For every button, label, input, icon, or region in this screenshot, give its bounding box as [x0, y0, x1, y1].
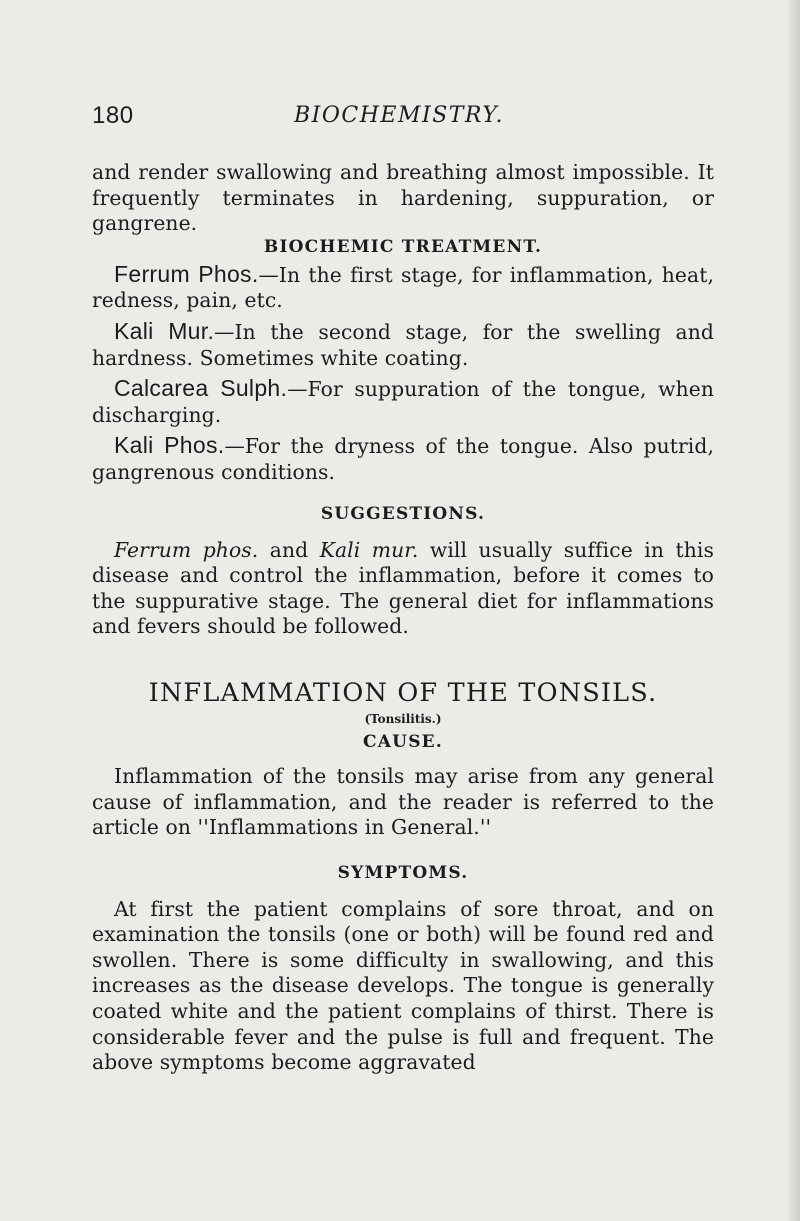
- remedy-text: —For suppuration of the tongue, when discharging.: [92, 377, 715, 427]
- section-subtitle: (Tonsilitis.): [364, 711, 442, 726]
- remedy-name: Kali Phos.: [114, 432, 225, 459]
- page-header: [92, 102, 712, 138]
- page-number: 180: [92, 102, 134, 129]
- symptoms-heading: SYMPTOMS.: [337, 862, 469, 883]
- remedy-text: —For the dryness of the tongue. Also putrid, gangrenous conditions.: [92, 434, 714, 484]
- page-content: [92, 160, 714, 1076]
- page-edge-shadow: [786, 0, 800, 1221]
- remedy-text: —In the first stage, for inflammation, heat, redness, pain, etc.: [92, 262, 714, 313]
- remedy-name: Calcarea Sulph.: [114, 375, 288, 402]
- remedy-ref: Kali mur.: [319, 537, 419, 562]
- cause-paragraph: Inflammation of the tonsils may arise from any general cause of inflammation, and the reader is referred to the article on ''Inflammations in General.'': [92, 763, 714, 840]
- remedy-paragraph-calcarea: [92, 376, 714, 428]
- remedy-text: —In the second stage, for the swelling and hardness. Sometimes white coating.: [92, 319, 714, 370]
- remedy-name: Kali Mur.: [114, 317, 215, 344]
- cause-heading: CAUSE.: [363, 731, 443, 752]
- intro-paragraph: and render swallowing and breathing almost impossible. It frequently terminates in hardening, suppuration, or gangrene.: [92, 160, 714, 236]
- remedy-name: Ferrum Phos.: [114, 260, 259, 287]
- remedy-ref: Ferrum phos.: [114, 537, 259, 562]
- remedy-paragraph-kali-mur: [92, 319, 714, 371]
- suggestions-paragraph: [92, 538, 714, 640]
- section-title: INFLAMMATION OF THE TONSILS.: [148, 677, 658, 708]
- remedy-paragraph-ferrum: [92, 262, 714, 314]
- remedy-paragraph-kali-phos: [92, 433, 714, 485]
- suggestions-heading: SUGGESTIONS.: [320, 503, 486, 524]
- suggestions-text: will usually suffice in this disease and control the inflammation, before it comes to the suppurative stage. The general diet for inflammations and fevers should be followed.: [92, 537, 715, 639]
- conjunction: and: [269, 537, 309, 562]
- running-title: BIOCHEMISTRY.: [294, 103, 505, 128]
- treatment-heading: BIOCHEMIC TREATMENT.: [263, 236, 543, 257]
- symptoms-paragraph: At first the patient complains of sore throat, and on examination the tonsils (one or both) will be found red and swollen. There is some difficulty in swallowing, and this increases as the disease develops. The tongue is generally coated white and the patient complains of thirst. There is considerable fever and the pulse is full and frequent. The above symptoms become aggravated: [92, 896, 714, 1075]
